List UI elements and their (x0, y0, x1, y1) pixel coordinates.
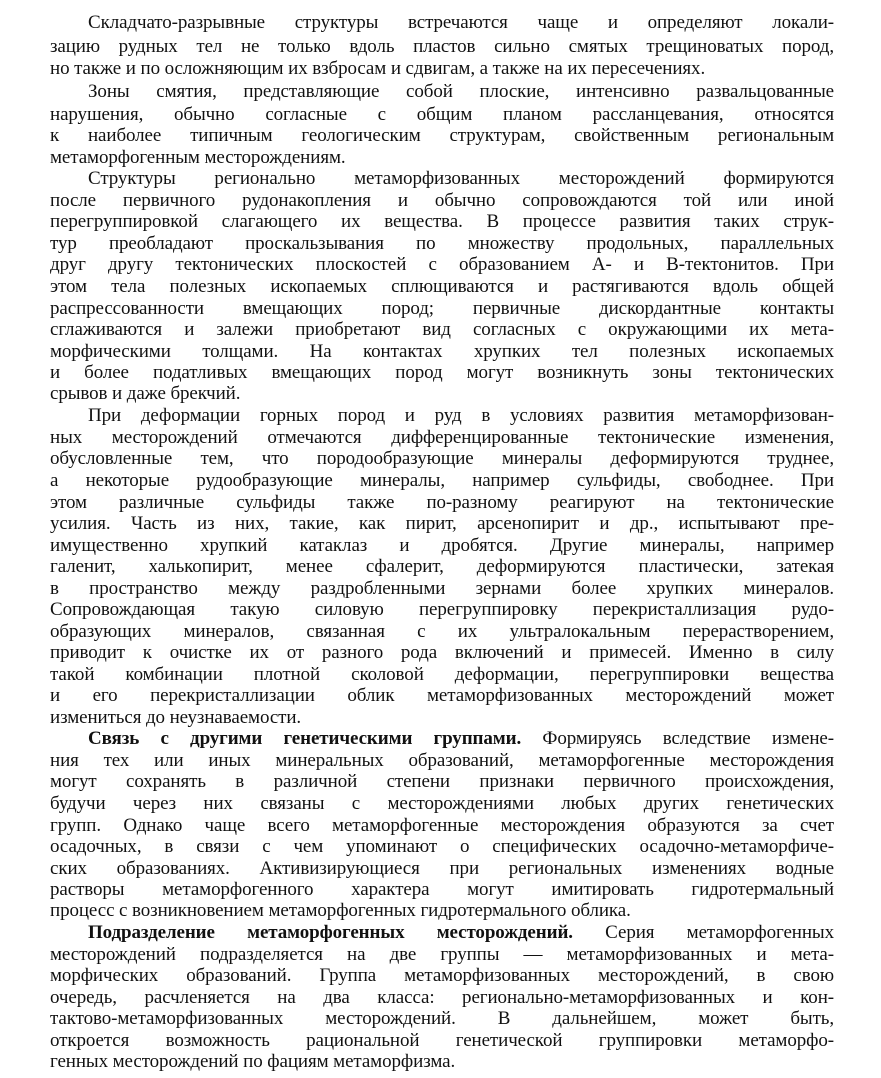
text-line: Зоны смятия, представляющие собой плоские, интенсивно развальцованные (88, 81, 834, 102)
text-line: нарушения, обычно согласные с общим планом рассланцевания, относятся (50, 104, 834, 125)
text-line: обусловленные тем, что породообразующие минералы деформируются труднее, (50, 448, 834, 469)
paragraph-heading: Связь с другими генетическими группами. (88, 728, 522, 749)
text-line: морфическими толщами. На контактах хрупких тел полезных ископаемых (50, 341, 834, 362)
text-line: этом различные сульфиды также по-разному реагируют на тектонические (50, 492, 834, 513)
text-line: к наиболее типичным геологическим структурам, свойственным региональным (50, 125, 834, 146)
text-line: друг другу тектонических плоскостей с образованием A- и B-тектонитов. При (50, 254, 834, 275)
text-line: но также и по осложняющим их взбросам и сдвигам, а также на их пересечениях. (50, 58, 706, 79)
text-line: Сопровождающая такую силовую перегруппировку перекристаллизация рудо- (50, 599, 834, 620)
text-line: перегруппировкой слагающего их вещества. В процессе развития таких струк- (50, 211, 834, 232)
text-line: и его перекристаллизации облик метаморфизованных месторождений может (50, 685, 834, 706)
text-line: метаморфогенным месторождениям. (50, 147, 346, 168)
text-line: приводит к очистке их от разного рода включений и примесей. Именно в силу (50, 642, 834, 663)
text-line: морфических образований. Группа метаморфизованных месторождений, в свою (50, 965, 834, 986)
text-line: откроется возможность рациональной генетической группировки метаморфо- (50, 1030, 834, 1051)
text-line: а некоторые рудообразующие минералы, например сульфиды, свободнее. При (50, 470, 834, 491)
text-line: имущественно хрупкий катаклаз и дробятся. Другие минералы, например (50, 535, 834, 556)
text-line: такой комбинации плотной сколовой деформации, перегруппировки вещества (50, 664, 834, 685)
text-line: процесс с возникновением метаморфогенных гидротермального облика. (50, 900, 631, 921)
text-line: в пространство между раздробленными зернами более хрупких минералов. (50, 578, 834, 599)
text-line: галенит, халькопирит, менее сфалерит, деформируются пластически, затекая (50, 556, 834, 577)
text-line: ния тех или иных минеральных образований, метаморфогенные месторождения (50, 750, 834, 771)
text-line: осадочных, в связи с чем упоминают о специфических осадочно-метаморфиче- (50, 836, 834, 857)
text-line: будучи через них связаны с месторождениями любых других генетических (50, 793, 834, 814)
text-line: сглаживаются и залежи приобретают вид согласных с окружающими их мета- (50, 319, 834, 340)
text-line: месторождений подразделяется на две группы — метаморфизованных и мета- (50, 944, 834, 965)
paragraph-heading: Подразделение метаморфогенных месторождений. (88, 922, 573, 943)
text-line: При деформации горных пород и руд в условиях развития метаморфизован- (88, 405, 834, 426)
text-line: Структуры регионально метаморфизованных месторождений формируются (88, 168, 834, 189)
text-line (88, 922, 834, 943)
text-line: срывов и даже брекчий. (50, 383, 241, 404)
text-line: тур преобладают проскальзывания по множеству продольных, параллельных (50, 233, 834, 254)
text-line: растворы метаморфогенного характера могут имитировать гидротермальный (50, 879, 834, 900)
text-line: очередь, расчленяется на два класса: регионально-метаморфизованных и кон- (50, 987, 834, 1008)
text-span: Формируясь вследствие измене- (521, 728, 834, 749)
text-line: ских образованиях. Активизирующиеся при региональных изменениях водные (50, 858, 834, 879)
text-line: групп. Однако чаще всего метаморфогенные месторождения образуются за счет (50, 815, 834, 836)
text-line: тактово-метаморфизованных месторождений. В дальнейшем, может быть, (50, 1008, 834, 1029)
text-line: могут сохранять в различной степени признаки первичного происхождения, (50, 771, 834, 792)
text-line: этом тела полезных ископаемых сплющиваются и растягиваются вдоль общей (50, 276, 834, 297)
text-line: распрессованности вмещающих пород; первичные дискордантные контакты (50, 298, 834, 319)
text-line (88, 728, 834, 749)
text-line: Складчато-разрывные структуры встречаются чаще и определяют локали- (88, 12, 834, 33)
text-line: зацию рудных тел не только вдоль пластов сильно смятых трещиноватых пород, (50, 36, 834, 57)
text-line: и более податливых вмещающих пород могут возникнуть зоны тектонических (50, 362, 834, 383)
text-line: ных месторождений отмечаются дифференцированные тектонические изменения, (50, 427, 834, 448)
text-line: измениться до неузнаваемости. (50, 707, 302, 728)
text-span: Серия метаморфогенных (572, 922, 834, 943)
text-line: генных месторождений по фациям метаморфизма. (50, 1051, 456, 1072)
text-line: образующих минералов, связанная с их ультралокальным перерастворением, (50, 621, 834, 642)
text-line: усилия. Часть из них, такие, как пирит, арсенопирит и др., испытывают пре- (50, 513, 834, 534)
text-line: после первичного рудонакопления и обычно сопровождаются той или иной (50, 190, 834, 211)
